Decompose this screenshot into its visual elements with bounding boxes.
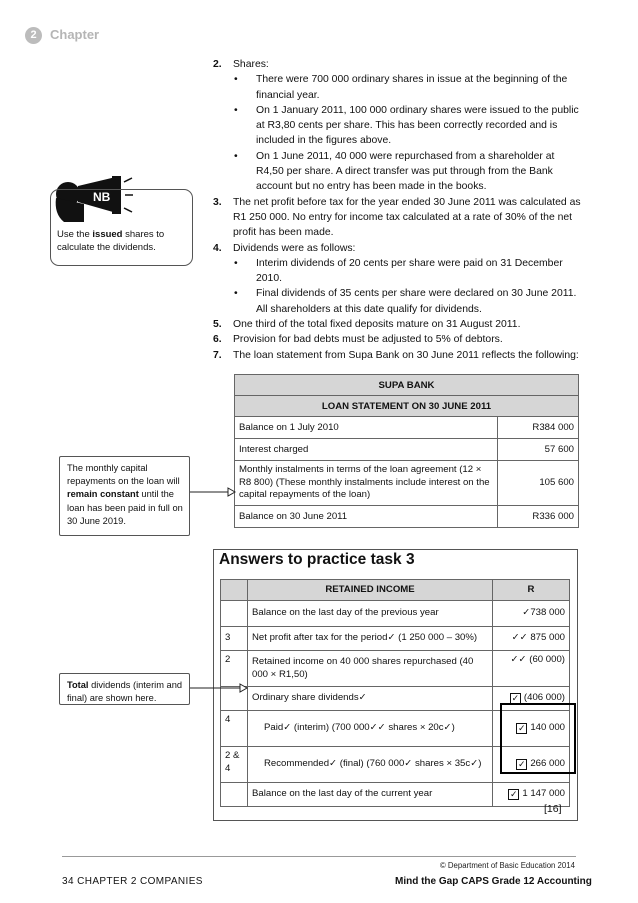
bullet-item: • On 1 June 2011, 40 000 were repurchased from a shareholder at R4,50 per share. A direct transfer was put through from the Bank account but no entry has been made in the books. bbox=[234, 150, 555, 193]
table-row: Balance on 1 July 2010 R384 000 bbox=[235, 417, 579, 439]
dividends-highlight-frame bbox=[500, 703, 576, 774]
list-item: 5. One third of the total fixed deposits mature on 31 August 2011. bbox=[213, 319, 521, 331]
table-row: Balance on the last day of the current year ✓ 1 147 000 bbox=[221, 783, 570, 807]
list-item: 4. Dividends were as follows: bbox=[213, 242, 356, 254]
loan-table-title: SUPA BANK bbox=[235, 375, 579, 396]
list-item: 3. The net profit before tax for the year ended 30 June 2011 was calculated as R1 250 000. No entry for income tax calculated at a rate of 30% of the net profit has been made. bbox=[213, 196, 581, 239]
table-row: Ordinary share dividends✓ ✓ (406 000) bbox=[221, 687, 570, 711]
table-row: 3 Net profit after tax for the period✓ (1 250 000 – 30%) ✓✓ 875 000 bbox=[221, 627, 570, 651]
total-marks: [16] bbox=[544, 803, 562, 815]
footer-page-label: 34 CHAPTER 2 COMPANIES bbox=[62, 876, 203, 887]
table-row: 2 Retained income on 40 000 shares repurchased (40 000 × R1,50) ✓✓ (60 000) bbox=[221, 651, 570, 687]
footer-divider bbox=[62, 856, 576, 857]
list-item: 2. Shares: bbox=[213, 59, 269, 70]
list-item: 7. The loan statement from Supa Bank on 30 June 2011 reflects the following: bbox=[213, 349, 579, 361]
footer-book-title: Mind the Gap CAPS Grade 12 Accounting bbox=[395, 876, 592, 887]
table-row: 2 & 4 Recommended✓ (final) (760 000✓ shares × 35c✓) ✓ 266 000 bbox=[221, 747, 570, 783]
arrow-right-icon bbox=[190, 682, 248, 694]
loan-note-box: The monthly capital repayments on the loan will remain constant until the loan has been paid in full on 30 June 2019. bbox=[59, 456, 190, 536]
check-box-icon: ✓ bbox=[518, 759, 526, 770]
svg-text:NB: NB bbox=[93, 190, 111, 204]
table-row: Interest charged 57 600 bbox=[235, 439, 579, 461]
check-box-icon: ✓ bbox=[518, 723, 526, 734]
check-box-icon: ✓ bbox=[510, 789, 518, 800]
table-row: Balance on 30 June 2011 R336 000 bbox=[235, 505, 579, 527]
dividends-note-box: Total dividends (interim and final) are shown here. bbox=[59, 673, 190, 705]
loan-statement-table bbox=[234, 374, 579, 528]
bullet-item: • There were 700 000 ordinary shares in issue at the beginning of the financial year. bbox=[234, 74, 568, 101]
nb-note-text: Use the issued shares to calculate the dividends. bbox=[57, 229, 165, 253]
check-box-icon: ✓ bbox=[511, 693, 520, 704]
table-row: 4 Paid✓ (interim) (700 000✓✓ shares × 20c✓) ✓ 140 000 bbox=[221, 711, 570, 747]
chapter-number-badge: 2 bbox=[25, 27, 42, 44]
copyright-text: © Department of Basic Education 2014 bbox=[440, 861, 575, 870]
loan-table-subtitle: LOAN STATEMENT ON 30 JUNE 2011 bbox=[235, 396, 579, 417]
bullet-item: • Interim dividends of 20 cents per share were paid on 31 December 2010. bbox=[234, 257, 563, 285]
bullet-item: • Final dividends of 35 cents per share were declared on 30 June 2011. All shareholders at this date qualify for dividends. bbox=[234, 288, 577, 315]
question-content bbox=[213, 57, 581, 363]
arrow-right-icon bbox=[190, 486, 236, 498]
chapter-heading: Chapter bbox=[50, 27, 100, 42]
answers-title: Answers to practice task 3 bbox=[219, 551, 415, 568]
table-row: Balance on the last day of the previous year ✓738 000 bbox=[221, 601, 570, 627]
table-row: Monthly instalments in terms of the loan agreement (12 × R8 800) (These monthly instalments include interest on the capital repayments of the loan) 105 600 bbox=[235, 461, 579, 506]
bullet-item: • On 1 January 2011, 100 000 ordinary shares were issued to the public at R3,80 cents per share. This has been correctly recorded and is included in the figures above. bbox=[234, 104, 579, 147]
table-header-row: RETAINED INCOME R bbox=[221, 580, 570, 601]
list-item: 6. Provision for bad debts must be adjusted to 5% of debtors. bbox=[213, 334, 503, 346]
